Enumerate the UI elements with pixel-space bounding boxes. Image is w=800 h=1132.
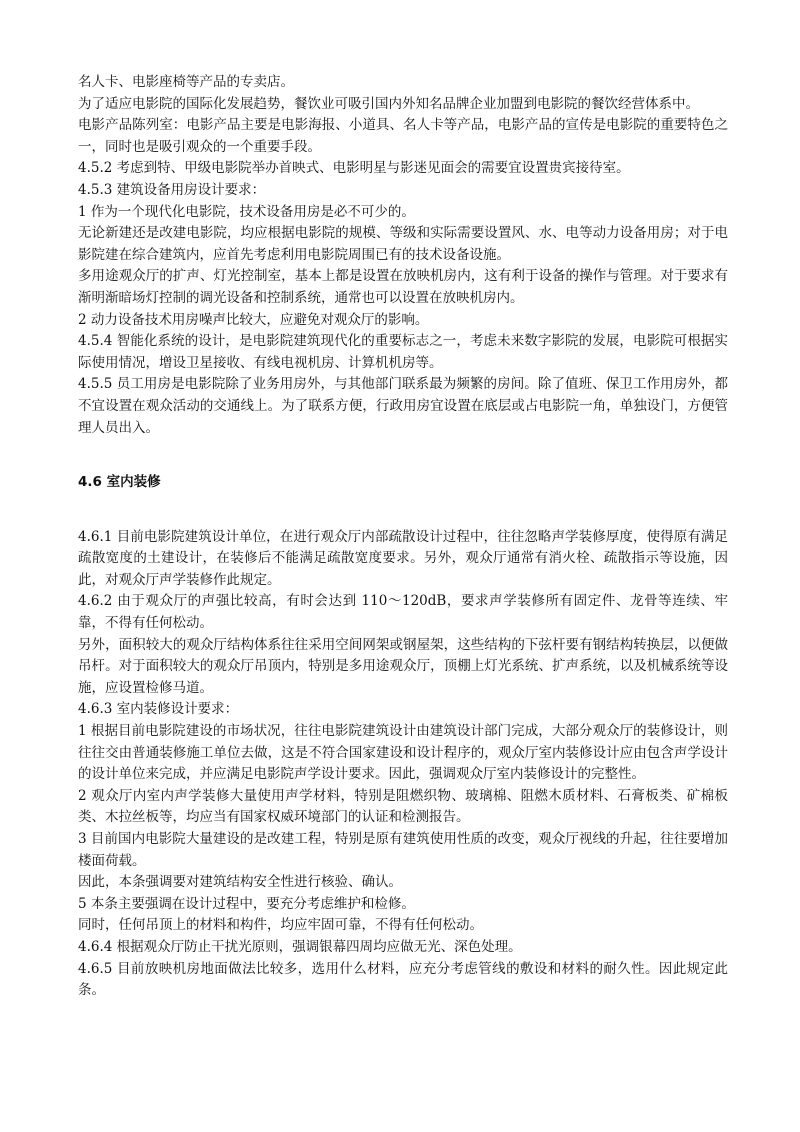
paragraph-equipment-rooms: 无论新建还是改建电影院，均应根据电影院的规模、等级和实际需要设置风、水、电等动力设备用房；对于电影院建在综合建筑内，应首先考虑利用电影院周围已有的技术设备设施。 [78, 225, 728, 263]
paragraph-4-5-3-item-1: 1 作为一个现代化电影院，技术设备用房是必不可少的。 [78, 203, 415, 220]
paragraph-catering: 为了适应电影院的国际化发展趋势，餐饮业可吸引国内外知名品牌企业加盟到电影院的餐饮经营体系中。 [78, 95, 699, 112]
paragraph-4-6-3: 4.6.3 室内装修设计要求： [78, 701, 239, 718]
paragraph-4-5-3: 4.5.3 建筑设备用房设计要求： [78, 181, 266, 198]
paragraph-structural-check: 因此，本条强调要对建筑结构安全性进行核验、确认。 [78, 874, 402, 891]
spacer [78, 494, 728, 527]
paragraph-4-6-4: 4.6.4 根据观众厅防止干扰光原则，强调银幕四周均应做无光、深色处理。 [78, 938, 522, 955]
paragraph-4-6-5: 4.6.5 目前放映机房地面做法比较多，选用什么材料，应充分考虑管线的敷设和材料的耐久性。因此规定此条。 [78, 960, 728, 999]
paragraph-control-room: 多用途观众厅的扩声、灯光控制室，基本上都是设置在放映机房内，这有利于设备的操作与管理。对于要求有渐明渐暗场灯控制的调光设备和控制系统，通常也可以设置在放映机房内。 [78, 268, 728, 306]
paragraph-4-6-1: 4.6.1 目前电影院建筑设计单位，在进行观众厅内部疏散设计过程中，往往忽略声学装修厚度，使得原有满足疏散宽度的土建设计，在装修后不能满足疏散宽度要求。另外，观众厅通常有消火栓、疏散指示等设施，因此，对观众厅声学装修作此规定。 [78, 528, 728, 588]
paragraph-4-5-4: 4.5.4 智能化系统的设计，是电影院建筑现代化的重要标志之一，考虑未来数字影院的发展，电影院可根据实际使用情况，增设卫星接收、有线电视机房、计算机机房等。 [78, 333, 728, 371]
section-heading: 4.6 室内装修 [78, 474, 161, 491]
spacer [78, 439, 728, 472]
paragraph-structure: 另外，面积较大的观众厅结构体系往往采用空间网架或钢屋架，这些结构的下弦杆要有钢结构转换层，以便做吊杆。对于面积较大的观众厅吊顶内，特别是多用途观众厅，顶棚上灯光系统、扩声系统，以及机械系统等设施，应设置检修马道。 [78, 636, 728, 696]
paragraph-4-6-3-item-3: 3 目前国内电影院大量建设的是改建工程，特别是原有建筑使用性质的改变，观众厅视线的升起，往往要增加楼面荷载。 [78, 831, 728, 869]
paragraph-specialty-store: 名人卡、电影座椅等产品的专卖店。 [78, 74, 294, 90]
paragraph-4-5-2: 4.5.2 考虑到特、甲级电影院举办首映式、电影明星与影迷见面会的需要宜设置贵宾接待室。 [78, 160, 630, 177]
paragraph-4-5-3-item-2: 2 动力设备技术用房噪声比较大，应避免对观众厅的影响。 [78, 311, 429, 328]
paragraph-4-6-3-item-2: 2 观众厅内室内声学装修大量使用声学材料，特别是阻燃织物、玻璃棉、阻燃木质材料、石膏板类、矿棉板类、木拉丝板等，均应当有国家权威环境部门的认证和检测报告。 [78, 787, 728, 826]
paragraph-product-showroom: 电影产品陈列室：电影产品主要是电影海报、小道具、名人卡等产品，电影产品的宣传是电影院的重要特色之一，同时也是吸引观众的一个重要手段。 [78, 117, 728, 155]
paragraph-4-6-2: 4.6.2 由于观众厅的声强比较高，有时会达到 110～120dB，要求声学装修所有固定件、龙骨等连续、牢靠，不得有任何松动。 [78, 593, 728, 632]
paragraph-4-5-5: 4.5.5 员工用房是电影院除了业务用房外，与其他部门联系最为频繁的房间。除了值班、保卫工作用房外，都不宜设置在观众活动的交通线上。为了联系方便，行政用房宜设置在底层或占电影院一角，单独设门，方便管理人员出入。 [78, 376, 728, 436]
document-page [78, 72, 728, 1002]
paragraph-4-6-3-item-1: 1 根据目前电影院建设的市场状况，往往电影院建筑设计由建筑设计部门完成，大部分观众厅的装修设计，则往往交由普通装修施工单位去做，这是不符合国家建设和设计程序的，观众厅室内装修设计应由包含声学设计的设计单位来完成，并应满足电影院声学设计要求。因此，强调观众厅室内装修设计的完整性。 [78, 723, 728, 783]
paragraph-ceiling-materials: 同时，任何吊顶上的材料和构件，均应牢固可靠，不得有任何松动。 [78, 917, 483, 934]
paragraph-4-6-3-item-5: 5 本条主要强调在设计过程中，要充分考虑维护和检修。 [78, 895, 415, 912]
